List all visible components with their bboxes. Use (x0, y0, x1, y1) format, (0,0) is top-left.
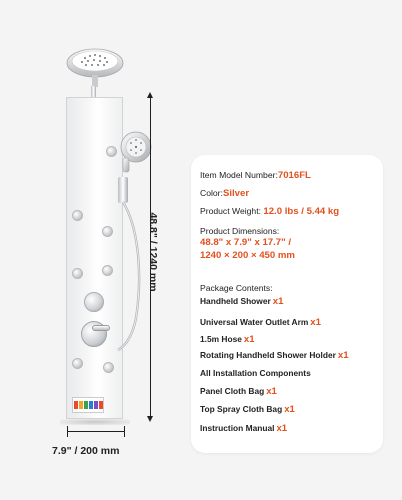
package-item-qty: x1 (310, 317, 321, 328)
package-item (200, 368, 313, 379)
dimensions-metric: 1240 × 200 × 450 mm (200, 250, 295, 261)
color-spec (200, 188, 249, 199)
package-item-name: Rotating Handheld Shower Holder (200, 350, 336, 360)
rain-shower-head-icon (65, 47, 125, 87)
height-dimension-label: 48.8" / 1240 mm (147, 212, 159, 292)
package-item-qty: x1 (284, 404, 295, 415)
color-value: Silver (222, 188, 250, 199)
package-item (200, 404, 295, 415)
model-value: 7016FL (277, 170, 311, 181)
package-item-name: Instruction Manual (200, 423, 275, 433)
package-item-name: Panel Cloth Bag (200, 386, 265, 396)
panel-shadow (60, 419, 130, 425)
package-item-name: Universal Water Outlet Arm (200, 317, 309, 327)
package-item-qty: x1 (276, 423, 288, 434)
package-item-name: Handheld Shower (200, 296, 271, 306)
package-item-name: All Installation Components (200, 368, 311, 378)
model-number (200, 170, 311, 181)
package-item-qty: x1 (272, 296, 284, 307)
diverter-knob (84, 292, 104, 312)
package-item (200, 334, 255, 345)
height-arrow-bottom (147, 416, 153, 422)
package-item (200, 317, 321, 328)
package-item-qty: x1 (243, 334, 255, 345)
width-dimension-line (68, 431, 124, 432)
package-item-qty: x1 (337, 350, 349, 361)
dimensions-imperial: 48.8" x 7.9" x 17.7" / (200, 237, 291, 248)
handheld-shower-icon (114, 130, 154, 174)
package-item-name: Top Spray Cloth Bag (200, 404, 283, 414)
body-jet (72, 358, 83, 369)
package-item (200, 296, 283, 307)
package-item (200, 350, 349, 361)
weight-spec (200, 206, 339, 217)
color-label: Color: (200, 188, 223, 198)
width-tick-right (124, 426, 125, 437)
shower-hose (112, 200, 146, 360)
body-jet (103, 362, 114, 373)
brand-logo-icon (72, 397, 104, 413)
dimensions-label: Product Dimensions: (200, 226, 280, 236)
package-item-qty: x1 (266, 386, 277, 397)
body-jet (72, 268, 83, 279)
valve-lever (92, 325, 110, 331)
package-item (200, 386, 277, 397)
package-item (200, 423, 287, 434)
package-item-name: 1.5m Hose (200, 334, 242, 344)
width-dimension-label: 7.9" / 200 mm (52, 445, 120, 457)
weight-label: Product Weight: (200, 206, 261, 216)
model-label: Item Model Number: (200, 170, 278, 180)
package-title: Package Contents: (200, 283, 273, 293)
weight-value: 12.0 lbs / 5.44 kg (263, 206, 340, 217)
body-jet (72, 210, 83, 221)
